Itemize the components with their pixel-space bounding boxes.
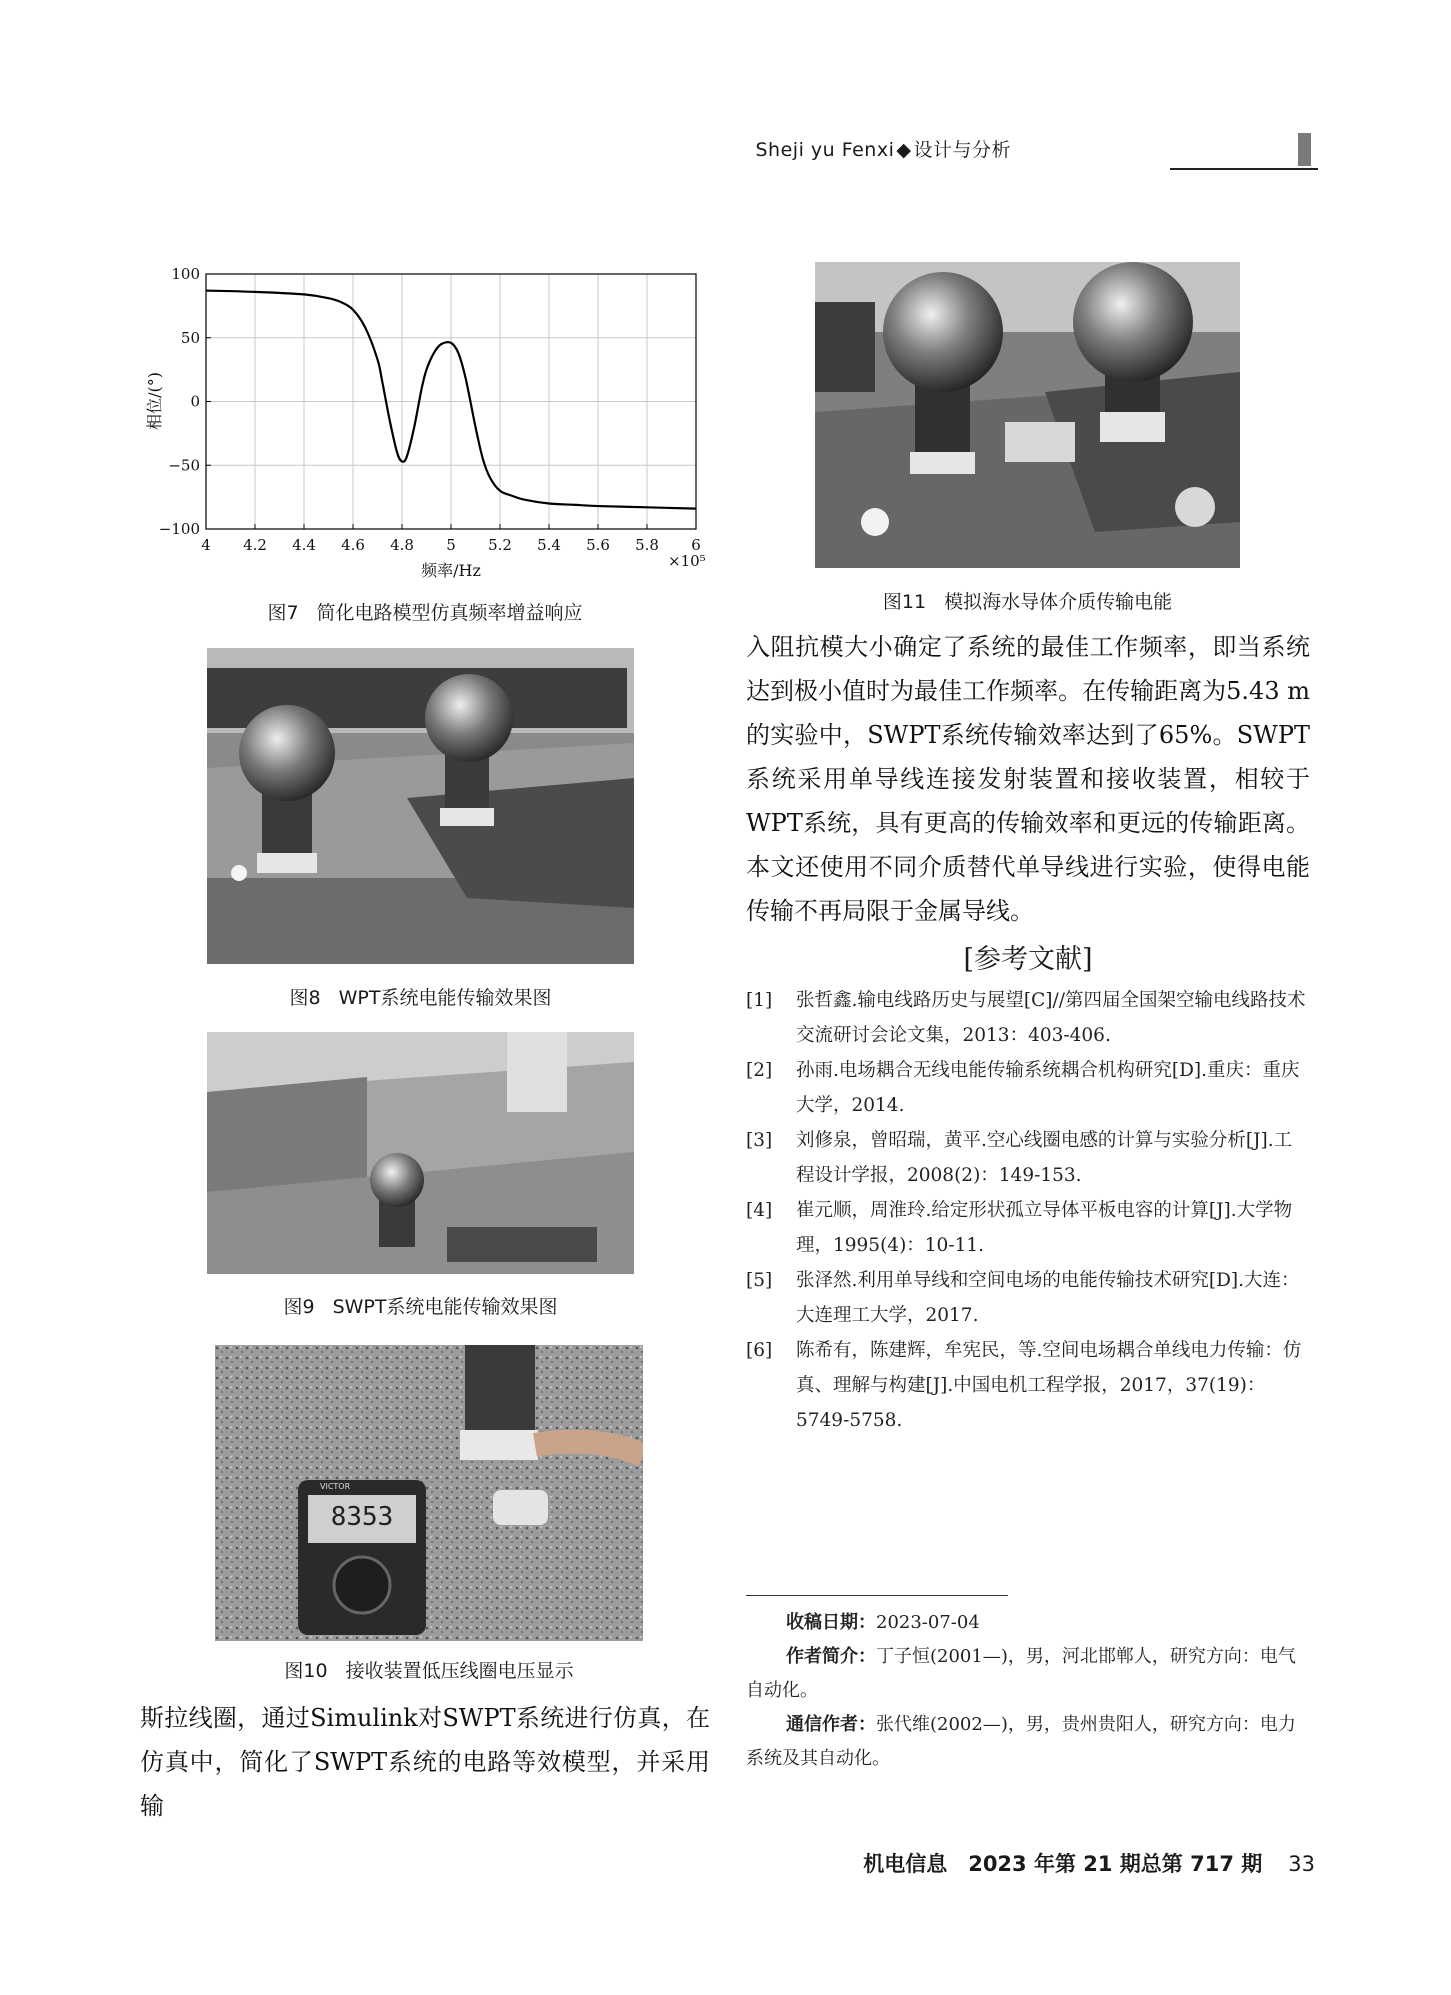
chart-y-axis-label: 相位/(°) [145, 372, 164, 430]
chart-y-tick-label: −50 [168, 456, 200, 475]
chart-x-tick-label: 4.2 [243, 536, 267, 554]
author-bio: 丁子恒(2001—)，男，河北邯郸人，研究方向：电气自动化。 [746, 1646, 1296, 1701]
reference-text: 陈希有，陈建辉，牟宪民，等.空间电场耦合单线电力传输：仿真、理解与构建[J].中国电机工程学报，2017，37(19)：5749-5758. [796, 1340, 1302, 1431]
reference-item [746, 1053, 1310, 1123]
fig7-title: 简化电路模型仿真频率增益响应 [316, 602, 583, 624]
reference-number: [6] [746, 1340, 773, 1361]
chart-y-tick-label: 100 [171, 265, 200, 283]
chart-ticks [159, 265, 701, 554]
fig8-number: 图8 [289, 987, 321, 1009]
fig8-title: WPT系统电能传输效果图 [338, 987, 552, 1009]
chart-y-tick-label: −100 [158, 520, 200, 538]
reference-number: [3] [746, 1130, 773, 1151]
chart-x-tick-label: 4.8 [390, 536, 414, 554]
chart-x-tick-label: 4 [201, 536, 211, 554]
chart-x-tick-label: 4.4 [292, 536, 316, 554]
chart-x-tick-label: 5.2 [488, 536, 512, 554]
references-heading: [参考文献] [963, 944, 1093, 975]
running-head [756, 135, 1012, 162]
reference-text: 张泽然.利用单导线和空间电场的电能传输技术研究[D].大连：大连理工大学，2017. [796, 1270, 1300, 1326]
fig10-photo [215, 1345, 643, 1641]
received-date: 2023-07-04 [876, 1612, 980, 1633]
chart-x-tick-label: 5.6 [586, 536, 610, 554]
reference-number: [2] [746, 1060, 773, 1081]
reference-item [746, 1263, 1310, 1333]
reference-text: 崔元顺，周淮玲.给定形状孤立导体平板电容的计算[J].大学物理，1995(4)：10-11. [796, 1200, 1293, 1256]
multimeter-reading: 8353 [330, 1502, 394, 1532]
right-body-paragraph: 入阻抗模大小确定了系统的最佳工作频率，即当系统达到极小值时为最佳工作频率。在传输距离为5.43 m的实验中，SWPT系统传输效率达到了65%。SWPT系统采用单导线连接发射装置和接收装置，相较于WPT系统，具有更高的传输效率和更远的传输距离。本文还使用不同介质替代单导线进行实验，使得电能传输不再局限于金属导线。 [746, 633, 1310, 925]
chart-x-tick-label: 6 [691, 536, 701, 554]
header-rule [1170, 168, 1318, 170]
fig7-caption [140, 598, 710, 625]
diamond-icon: ◆ [896, 139, 912, 161]
header-block [1298, 133, 1311, 166]
fig7-number: 图7 [267, 602, 299, 624]
fig8-caption [207, 983, 634, 1010]
footnotes [746, 1606, 1310, 1776]
fig10-number: 图10 [284, 1660, 328, 1682]
fig9-caption [207, 1292, 634, 1319]
running-head-section: 设计与分析 [913, 139, 1011, 161]
reference-item [746, 983, 1310, 1053]
fig10-title: 接收装置低压线圈电压显示 [345, 1660, 574, 1682]
journal-issue: 机电信息 2023 年第 21 期总第 717 期 [863, 1852, 1263, 1876]
fig11-caption [815, 587, 1240, 614]
reference-text: 张哲鑫.输电线路历史与展望[C]//第四届全国架空输电线路技术交流研讨会论文集，2013：403-406. [796, 990, 1306, 1046]
page-number: 33 [1288, 1852, 1315, 1876]
fig11-photo [815, 262, 1240, 568]
corresponding-label: 通信作者： [786, 1714, 876, 1735]
footnote-corresponding [746, 1708, 1310, 1776]
references-list [746, 983, 1310, 1438]
reference-item [746, 1123, 1310, 1193]
reference-number: [1] [746, 990, 773, 1011]
fig9-number: 图9 [283, 1296, 315, 1318]
running-head-latin: Sheji yu Fenxi [755, 139, 895, 161]
reference-number: [5] [746, 1270, 773, 1291]
fig9-photo [207, 1032, 634, 1274]
chart-y-tick-label: 0 [190, 392, 200, 411]
received-label: 收稿日期： [786, 1612, 876, 1633]
reference-item [746, 1193, 1310, 1263]
chart-grid [206, 274, 696, 529]
fig9-title: SWPT系统电能传输效果图 [332, 1296, 558, 1318]
page-footer [863, 1848, 1315, 1878]
chart-x-multiplier: ×10⁵ [668, 552, 706, 570]
corresponding-bio: 张代维(2002—)，男，贵州贵阳人，研究方向：电力系统及其自动化。 [746, 1714, 1296, 1769]
left-body-paragraph: 斯拉线圈，通过Simulink对SWPT系统进行仿真，在仿真中，简化了SWPT系统的电路等效模型，并采用输 [140, 1704, 710, 1820]
reference-text: 孙雨.电场耦合无线电能传输系统耦合机构研究[D].重庆：重庆大学，2014. [796, 1060, 1300, 1116]
multimeter-brand: VICTOR [320, 1482, 351, 1491]
fig11-title: 模拟海水导体介质传输电能 [944, 591, 1173, 613]
chart-x-tick-label: 5.4 [537, 536, 561, 554]
author-label: 作者简介： [786, 1646, 876, 1667]
footnote-rule [746, 1595, 1008, 1596]
fig8-photo [207, 648, 634, 964]
footnote-author [746, 1640, 1310, 1708]
fig11-number: 图11 [882, 591, 927, 613]
reference-item [746, 1333, 1310, 1438]
chart-x-tick-label: 4.6 [341, 536, 365, 554]
fig10-caption [215, 1656, 643, 1683]
phase-response-chart [140, 258, 710, 593]
footnote-received [746, 1606, 1310, 1640]
reference-text: 刘修泉，曾昭瑞，黄平.空心线圈电感的计算与实验分析[J].工程设计学报，2008(2)：149-153. [796, 1130, 1293, 1186]
reference-number: [4] [746, 1200, 773, 1221]
chart-x-axis-label: 频率/Hz [421, 561, 481, 580]
chart-x-tick-label: 5 [446, 536, 456, 554]
chart-y-tick-label: 50 [180, 328, 200, 347]
chart-x-tick-label: 5.8 [635, 536, 659, 554]
